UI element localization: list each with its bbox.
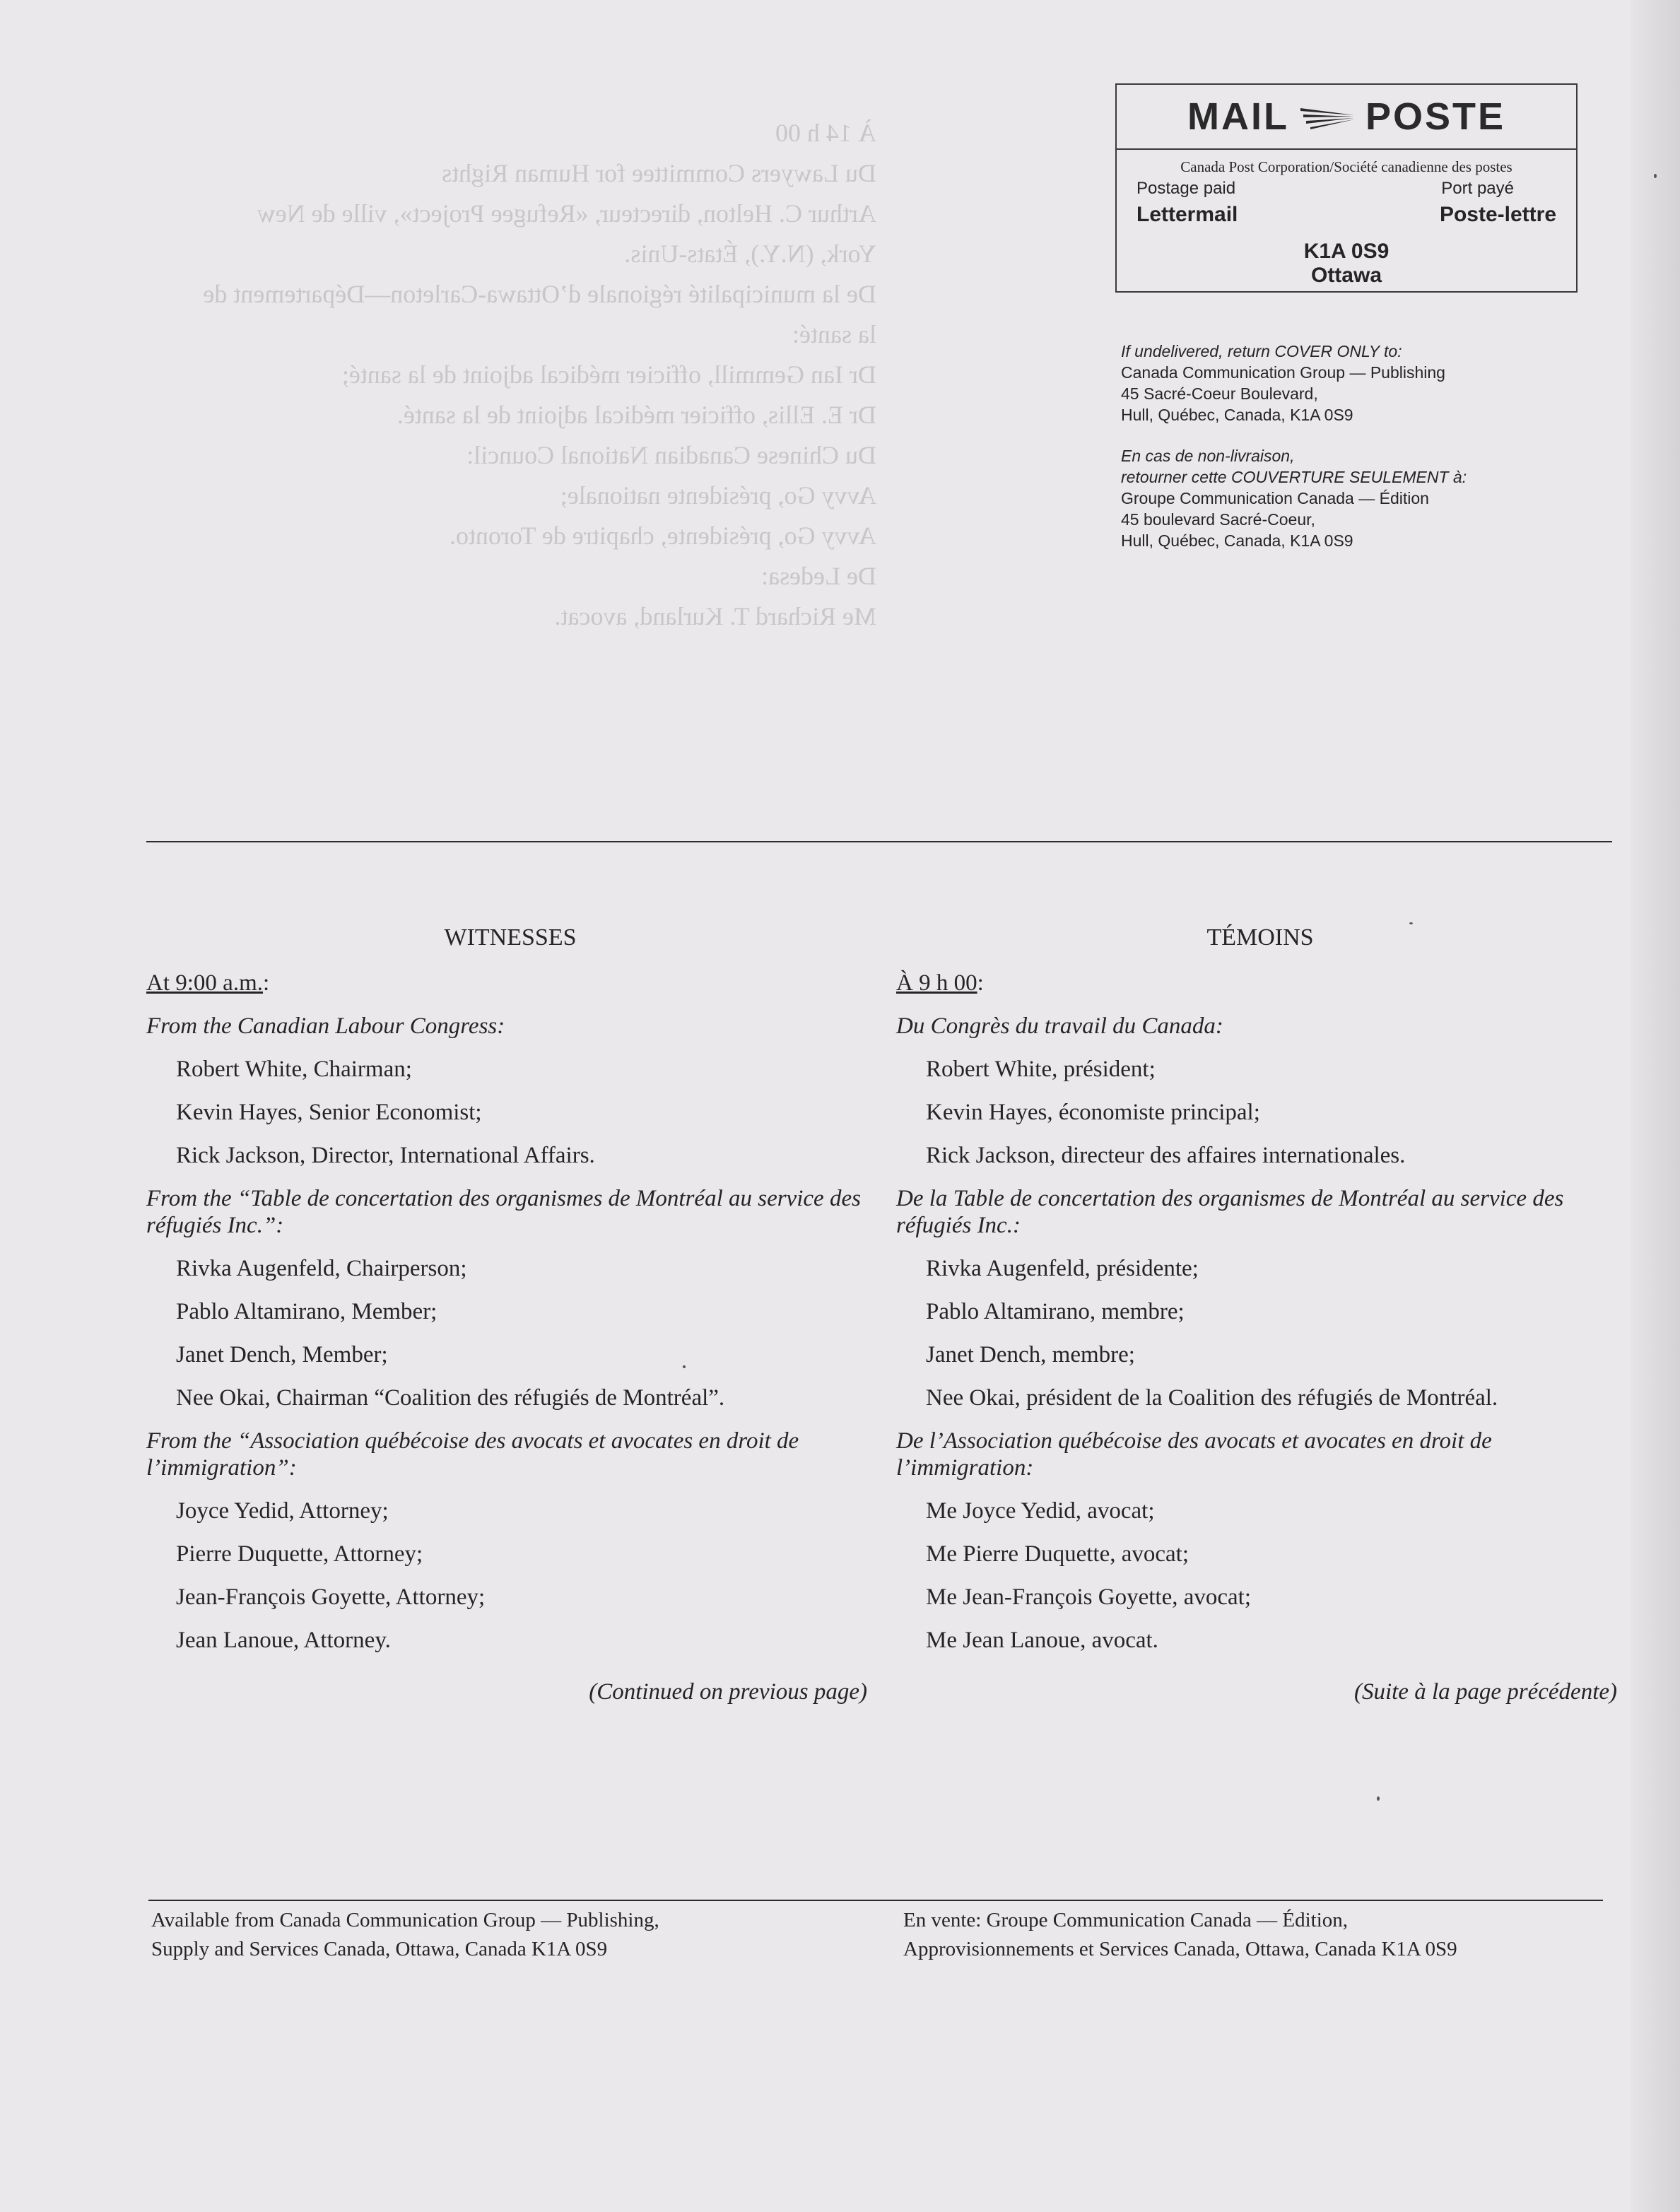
organization-name: De la Table de concertation des organismes de Montréal au service des réfugiés Inc.: [896,1186,1564,1238]
session-time [146,962,874,1005]
session-time [896,962,1624,1005]
footer-availability-fr [903,1906,1624,1964]
scan-speck [1409,922,1413,924]
return-en-line: If undelivered, return COVER ONLY to: [1121,342,1402,360]
organization-name: De l’Association québécoise des avocats et avocates en droit de l’immigration: [896,1428,1492,1481]
postage-indicia-box [1115,83,1578,293]
witness-entry: Me Jean-François Goyette, avocat; [926,1584,1252,1610]
canada-post-wing-icon [1299,102,1356,131]
continued-note: (Continued on previous page) [589,1679,867,1705]
witness-entry: Nee Okai, Chairman “Coalition des réfugiés de Montréal”. [176,1385,725,1411]
time-label: À 9 h 00 [896,970,977,996]
return-en-line: Hull, Québec, Canada, K1A 0S9 [1121,406,1353,424]
witness-entry: Jean-François Goyette, Attorney; [176,1584,486,1610]
witness-entry: Janet Dench, Member; [176,1342,388,1367]
witness-entry: Pablo Altamirano, Member; [176,1299,437,1324]
bleed-through-text: À 14 h 00 Du Lawyers Committee for Human Rights Arthur C. Helton, directeur, «Refugee Project», ville de New York, (N.Y.), États-Unis. De la municipalité régionale d’Ottawa-Carleton—Département de la santé: Dr Ian Gemmill, officier médical adjoint de la santé; Dr E. Ellis, officier médical adjoint de la santé. Du Chinese Canadian National Council: Avvy Go, présidente nationale; Avvy Go, présidente, chapitre de Toronto. De Ledesa: Me Richard T. Kurland, avocat. [203,119,876,630]
witness-entry: Rick Jackson, Director, International Affairs. [176,1143,595,1168]
postage-paid-fr: Port payé [1441,179,1514,198]
footer-line: En vente: Groupe Communication Canada — Édition, [903,1909,1349,1931]
witness-entry: Joyce Yedid, Attorney; [176,1498,389,1524]
witnesses-column-fr [896,916,1624,1714]
footer-availability-en [151,1906,858,1964]
page-edge-shadow [1631,0,1680,2212]
return-en-line: 45 Sacré-Coeur Boulevard, [1121,384,1318,403]
witness-entry: Rick Jackson, directeur des affaires internationales. [926,1143,1406,1168]
poste-word: POSTE [1365,95,1505,138]
witness-entry: Pierre Duquette, Attorney; [176,1541,423,1567]
temoins-heading: TÉMOINS [1206,924,1314,951]
poste-lettre-label: Poste-lettre [1439,203,1556,226]
return-en-line: Canada Communication Group — Publishing [1121,363,1445,382]
time-suffix: : [977,970,984,996]
time-label: At 9:00 a.m. [146,970,263,996]
witness-entry: Jean Lanoue, Attorney. [176,1628,391,1653]
return-fr-line: En cas de non-livraison, [1121,447,1295,465]
mail-word: MAIL [1187,95,1289,138]
witness-entry: Me Pierre Duquette, avocat; [926,1541,1189,1567]
witness-entry: Janet Dench, membre; [926,1342,1135,1367]
witness-entry: Me Joyce Yedid, avocat; [926,1498,1155,1524]
footer-line: Supply and Services Canada, Ottawa, Canada K1A 0S9 [151,1938,608,1960]
continued-note: (Suite à la page précédente) [1353,1679,1617,1705]
lettermail-label: Lettermail [1136,203,1238,226]
mail-poste-header [1117,85,1576,150]
witnesses-column-en [146,916,874,1714]
witness-entry: Robert White, président; [926,1057,1156,1082]
time-suffix: : [262,970,270,996]
footer-line: Available from Canada Communication Group — Publishing, [151,1909,659,1931]
organization-name: From the Canadian Labour Congress: [146,1013,505,1039]
organization-name: From the “Table de concertation des organismes de Montréal au service des réfugiés Inc.”: [146,1186,861,1238]
return-fr-line: Groupe Communication Canada — Édition [1121,489,1429,507]
witness-entry: Rivka Augenfeld, présidente; [926,1256,1199,1281]
witness-entry: Me Jean Lanoue, avocat. [926,1628,1158,1653]
witness-entry: Rivka Augenfeld, Chairperson; [176,1256,467,1281]
organization-name: Du Congrès du travail du Canada: [896,1013,1223,1039]
corporation-name: Canada Post Corporation/Société canadienne des postes [1180,158,1512,175]
return-fr-line: 45 boulevard Sacré-Coeur, [1121,510,1315,529]
organization-name: From the “Association québécoise des avocats et avocates en droit de l’immigration”: [146,1428,799,1481]
city-name: Ottawa [1310,264,1382,287]
witness-entry: Kevin Hayes, Senior Economist; [176,1100,482,1125]
return-fr-line: retourner cette COUVERTURE SEULEMENT à: [1121,468,1467,486]
return-fr-line: Hull, Québec, Canada, K1A 0S9 [1121,531,1353,550]
footer-line: Approvisionnements et Services Canada, Ottawa, Canada K1A 0S9 [903,1938,1457,1960]
return-address-block [1121,341,1602,551]
divider-rule [146,841,1612,842]
scan-speck [1377,1796,1380,1801]
scan-speck [1654,174,1657,178]
witness-entry: Nee Okai, président de la Coalition des réfugiés de Montréal. [926,1385,1498,1411]
witnesses-heading: WITNESSES [444,924,577,951]
scan-speck [683,1365,686,1368]
witness-entry: Robert White, Chairman; [176,1057,412,1082]
footer-rule [148,1900,1603,1901]
witness-entry: Pablo Altamirano, membre; [926,1299,1185,1324]
witness-entry: Kevin Hayes, économiste principal; [926,1100,1260,1125]
postal-code: K1A 0S9 [1303,240,1390,263]
postage-paid-en: Postage paid [1136,179,1236,198]
